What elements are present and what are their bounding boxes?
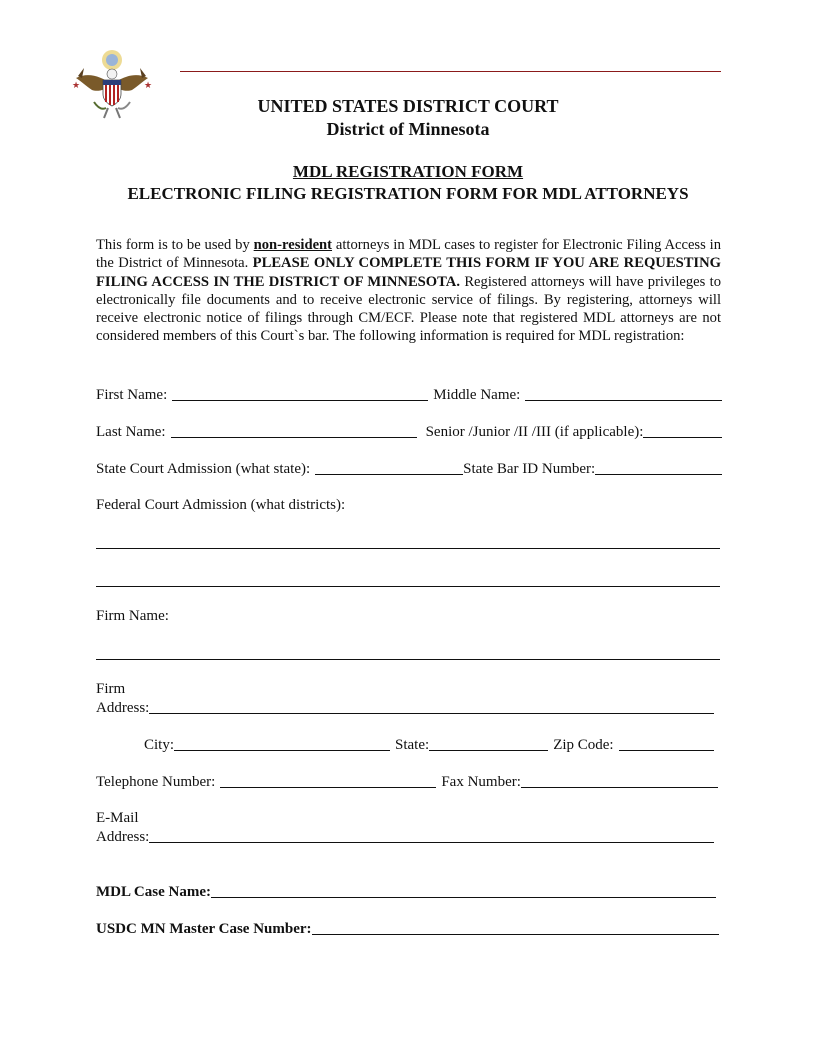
first-name-field[interactable] xyxy=(172,386,428,401)
row-first-middle-name xyxy=(96,384,722,404)
instruction-caps: PLEASE ONLY COMPLETE THIS FORM IF YOU ARE REQUESTING FILING ACCESS IN THE DISTRICT OF MINNESOTA. xyxy=(96,255,721,290)
zip-code-label: Zip Code: xyxy=(553,737,614,753)
state-bar-id-label: State Bar ID Number: xyxy=(463,461,596,477)
state-bar-id-field[interactable] xyxy=(595,460,722,475)
district-name: District of Minnesota xyxy=(326,119,490,139)
city-field[interactable] xyxy=(174,736,390,751)
master-case-number-label: USDC MN Master Case Number: xyxy=(96,921,312,937)
row-federal-admission xyxy=(96,494,722,514)
row-state-admission xyxy=(96,458,722,478)
telephone-label: Telephone Number: xyxy=(96,774,216,790)
svg-text:★: ★ xyxy=(144,81,153,91)
row-email xyxy=(96,826,714,846)
row-telephone-fax xyxy=(96,771,718,791)
federal-admission-field-1[interactable] xyxy=(96,548,720,549)
form-title: MDL REGISTRATION FORM xyxy=(292,162,524,181)
row-city-state-zip xyxy=(144,734,714,754)
suffix-field[interactable] xyxy=(643,423,722,438)
email-field[interactable] xyxy=(149,828,714,843)
intro-paragraph: This form is to be used by non-resident attorneys in MDL cases to register for Electronic Filing Access in the District of Minnesota. PLEASE ONLY COMPLETE THIS FORM IF YOU ARE REQUESTING FILING ACCESS IN THE DISTRICT OF MINNESOTA. Registered attorneys will have privileges to electronically file documents and to receive electronic service of filings. By registering, attorneys will receive electronic notice of filings through CM/ECF. Please note that registered MDL attorneys are not considered members of this Court`s bar. The following information is required for MDL registration: xyxy=(96,237,722,345)
suffix-label: Senior /Junior /II /III (if applicable): xyxy=(425,424,644,440)
firm-address-label: Address: xyxy=(96,700,150,716)
row-mdl-case-name xyxy=(96,881,716,901)
state-admission-field[interactable] xyxy=(315,460,463,475)
row-last-name xyxy=(96,421,722,441)
row-firm-name xyxy=(96,605,722,625)
form-subtitle: ELECTRONIC FILING REGISTRATION FORM FOR MDL ATTORNEYS xyxy=(127,184,689,203)
state-label: State: xyxy=(395,737,430,753)
zip-code-field[interactable] xyxy=(619,736,714,751)
firm-address-label-line1: Firm xyxy=(96,681,126,697)
non-resident-emphasis: non-resident xyxy=(253,237,333,253)
federal-admission-field-2[interactable] xyxy=(96,586,720,587)
row-master-case-number xyxy=(96,918,719,938)
fax-label: Fax Number: xyxy=(441,774,521,790)
svg-text:★: ★ xyxy=(72,81,81,91)
mdl-case-name-field[interactable] xyxy=(211,883,716,898)
state-admission-label: State Court Admission (what state): xyxy=(96,461,311,477)
email-label-line1: E-Mail xyxy=(96,810,139,826)
master-case-number-field[interactable] xyxy=(312,920,719,935)
last-name-label: Last Name: xyxy=(96,424,166,440)
firm-name-label: Firm Name: xyxy=(96,608,169,624)
middle-name-label: Middle Name: xyxy=(433,387,521,403)
court-name: UNITED STATES DISTRICT COURT xyxy=(257,96,559,116)
firm-name-field[interactable] xyxy=(96,659,720,660)
first-name-label: First Name: xyxy=(96,387,168,403)
state-field[interactable] xyxy=(429,736,548,751)
last-name-field[interactable] xyxy=(171,423,417,438)
city-label: City: xyxy=(144,737,175,753)
header-rule xyxy=(180,71,721,72)
federal-admission-label: Federal Court Admission (what districts): xyxy=(96,497,346,513)
telephone-field[interactable] xyxy=(220,773,436,788)
mdl-case-name-label: MDL Case Name: xyxy=(96,884,211,900)
email-label: Address: xyxy=(96,829,150,845)
middle-name-field[interactable] xyxy=(525,386,722,401)
row-firm-address xyxy=(96,697,714,717)
fax-field[interactable] xyxy=(521,773,718,788)
firm-address-field[interactable] xyxy=(149,699,714,714)
